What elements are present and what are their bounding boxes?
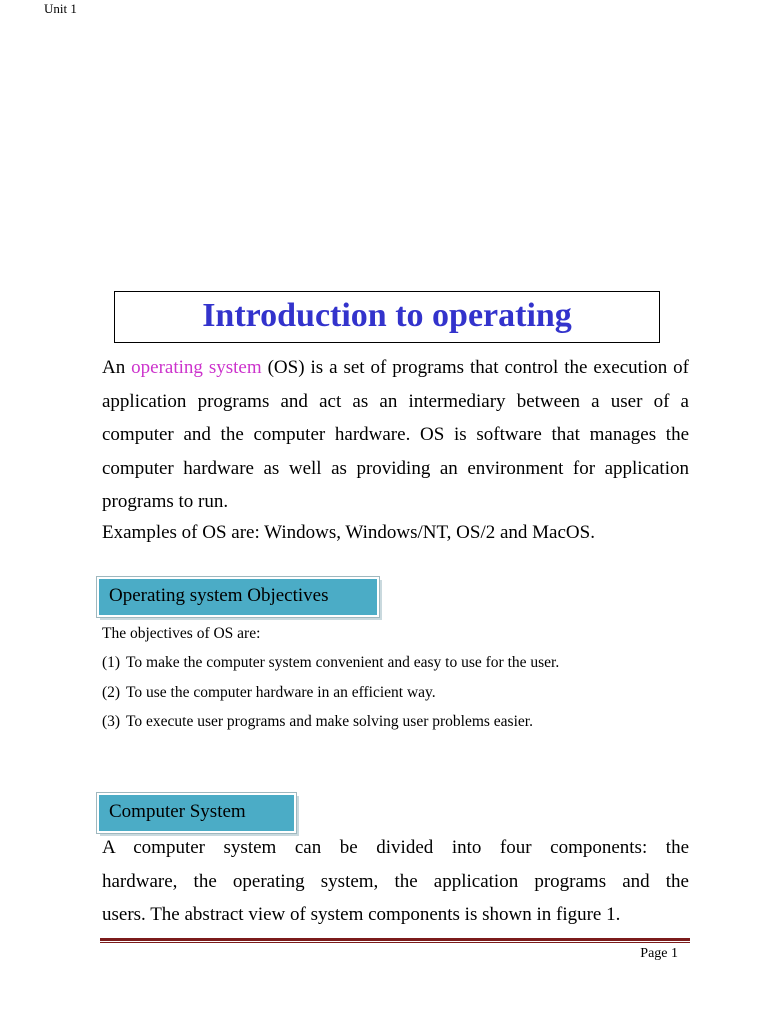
footer-rule (100, 938, 690, 941)
footer-rule-thin (100, 942, 690, 943)
header-unit-label: Unit 1 (44, 1, 77, 16)
document-title: Introduction to operating (202, 297, 572, 334)
objective-item: (3) To execute user programs and make solving user problems easier. (102, 712, 533, 730)
objectives-heading: Operating system Objectives (97, 577, 379, 617)
paragraph-line: hardware, the operating system, the application programs and the (102, 870, 689, 892)
intro-prefix: An (102, 357, 132, 378)
page-number: Page 1 (640, 946, 678, 961)
objective-item: (1) To make the computer system convenient and easy to use for the user. (102, 654, 560, 672)
intro-highlight-term: operating system (131, 357, 262, 378)
computer-system-heading: Computer System (97, 793, 296, 833)
paragraph-line: A computer system can be divided into four components: the (102, 837, 689, 858)
intro-paragraph (102, 351, 689, 519)
objective-item: (2) To use the computer hardware in an efficient way. (102, 683, 436, 701)
intro-text: (OS) is a set of programs that control the execution of application programs and act as an intermediary between a user of a computer and the computer hardware. OS is software that manages the computer hardware as well as providing an environment for application programs to run. (102, 357, 689, 512)
title-box (114, 291, 660, 343)
objectives-lead: The objectives of OS are: (102, 625, 261, 642)
computer-system-paragraph (102, 831, 689, 932)
objectives-list (102, 623, 559, 740)
paragraph-line: users. The abstract view of system components is shown in figure 1. (102, 904, 621, 925)
examples-line: Examples of OS are: Windows, Windows/NT, OS/2 and MacOS. (102, 522, 595, 543)
